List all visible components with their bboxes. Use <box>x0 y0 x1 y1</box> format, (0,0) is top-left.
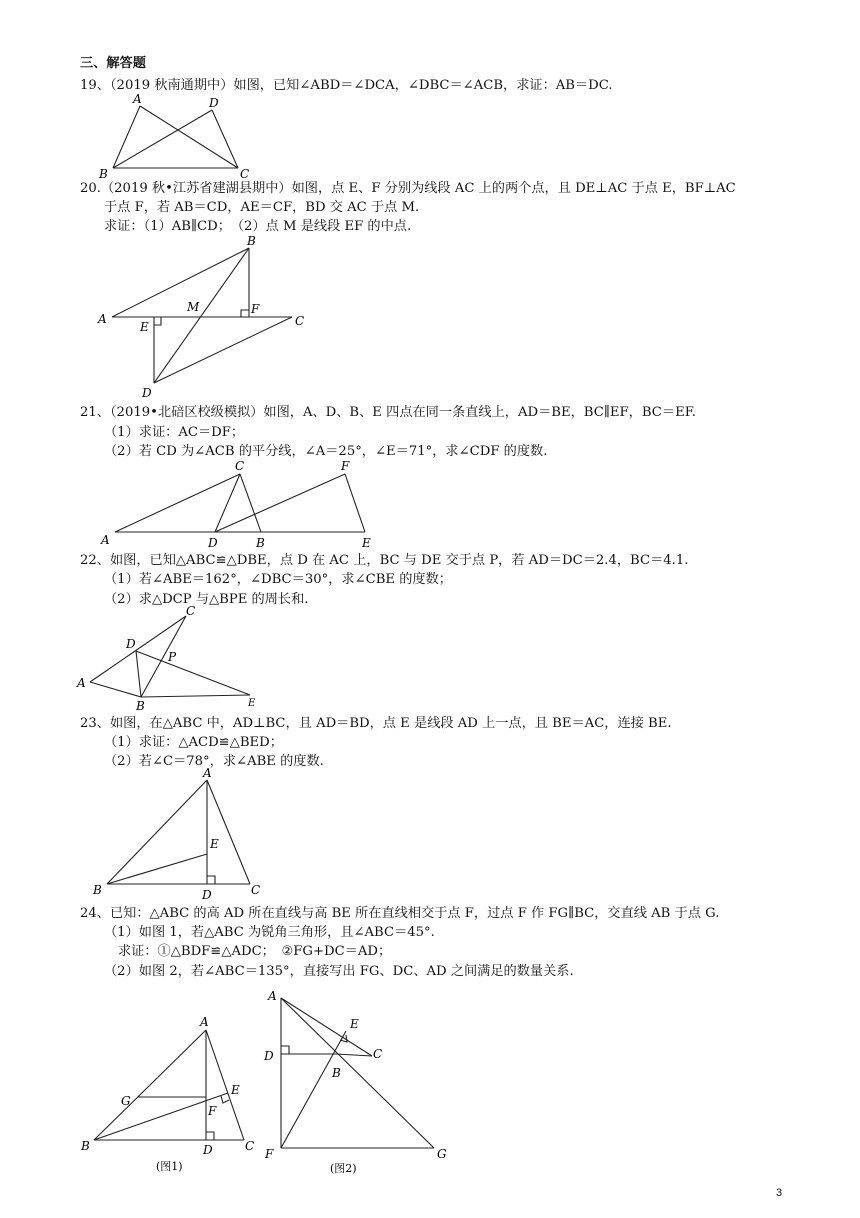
q21-part1: （1）求证：AC＝DF； <box>104 425 245 440</box>
label-D: D <box>264 1049 274 1063</box>
label-F: F <box>208 1104 217 1118</box>
label-F: F <box>251 302 260 316</box>
q20-figure <box>92 233 322 405</box>
label-E: E <box>140 320 149 334</box>
label-P: P <box>168 650 177 664</box>
q24-figure1 <box>78 1008 268 1178</box>
label-D: D <box>142 386 152 400</box>
label-C: C <box>251 883 261 897</box>
label-E: E <box>350 1017 359 1031</box>
label-A: A <box>101 533 110 547</box>
label-A: A <box>268 989 277 1003</box>
q20-line1: 20.（2019 秋•江苏省建湖县期中）如图，点 E、F 分别为线段 AC 上的两个点，且 DE⊥AC 于点 E，BF⊥AC <box>80 181 736 196</box>
label-B: B <box>81 1139 90 1153</box>
label-A: A <box>77 676 86 690</box>
q24-part1: （1）如图 1，若△ABC 为锐角三角形，且∠ABC＝45°. <box>104 925 435 940</box>
label-D: D <box>208 536 218 550</box>
label-A: A <box>200 1015 209 1029</box>
label-D: D <box>126 637 136 651</box>
label-B: B <box>99 167 108 180</box>
label-C: C <box>186 604 196 618</box>
section-heading: 三、解答题 <box>80 56 146 71</box>
q21-part2: （2）若 CD 为∠ACB 的平分线，∠A＝25°，∠E＝71°，求∠CDF 的度数. <box>104 444 548 459</box>
label-B: B <box>332 1066 341 1080</box>
label-A: A <box>203 766 212 780</box>
q24-part2: （2）如图 2，若∠ABC＝135°，直接写出 FG、DC、AD 之间满足的数量关系. <box>104 964 574 979</box>
q19-figure <box>95 92 265 180</box>
q22-part1: （1）若∠ABE＝162°，∠DBC＝30°，求∠CBE 的度数； <box>104 572 452 587</box>
label-C: C <box>295 314 305 328</box>
label-D: D <box>202 888 212 902</box>
fig2-caption: (图2) <box>330 1162 357 1175</box>
label-F: F <box>265 1147 274 1161</box>
q22-figure <box>74 604 274 714</box>
q23-part1: （1）求证：△ACD≌△BED； <box>104 735 283 750</box>
label-E: E <box>231 1083 240 1097</box>
label-C: C <box>235 459 245 473</box>
label-F: F <box>341 459 350 473</box>
q19-text: 19、（2019 秋南通期中）如图，已知∠ABD＝∠DCA，∠DBC＝∠ACB，求证：AB＝DC. <box>80 78 613 93</box>
q20-line2: 于点 F，若 AB＝CD，AE＝CF，BD 交 AC 于点 M. <box>104 200 420 215</box>
label-M: M <box>187 300 200 314</box>
q22-part2: （2）求△DCP 与△BPE 的周长和. <box>104 592 309 607</box>
q23-figure <box>90 766 270 902</box>
q21-line1: 21、（2019•北碚区校级模拟）如图，A、D、B、E 四点在同一条直线上，AD＝BE，BC∥EF，BC＝EF. <box>80 405 696 420</box>
q21-figure <box>95 457 385 551</box>
label-B: B <box>256 536 265 550</box>
page-number: 3 <box>776 1187 783 1199</box>
label-B: B <box>136 699 145 713</box>
q24-part1b: 求证：①△BDF≌△ADC； ②FG+DC＝AD； <box>118 944 392 959</box>
label-B: B <box>93 883 102 897</box>
q20-line3: 求证：（1）AB∥CD； （2）点 M 是线段 EF 的中点. <box>104 219 412 234</box>
label-A: A <box>133 92 142 106</box>
label-C: C <box>245 1139 255 1153</box>
q22-line1: 22、如图，已知△ABC≌△DBE，点 D 在 AC 上，BC 与 DE 交于点 P，若 AD＝DC＝2.4，BC＝4.1. <box>80 553 689 568</box>
q23-line1: 23、如图，在△ABC 中，AD⊥BC，且 AD＝BD，点 E 是线段 AD 上一点，且 BE＝AC，连接 BE. <box>80 716 672 731</box>
label-E: E <box>362 536 371 550</box>
label-A: A <box>98 312 107 326</box>
label-C: C <box>240 167 250 180</box>
q23-part2: （2）若∠C＝78°，求∠ABE 的度数. <box>104 754 324 769</box>
label-C: C <box>373 1047 383 1061</box>
label-D: D <box>209 96 219 110</box>
label-G: G <box>121 1094 131 1108</box>
label-E: E <box>210 837 219 851</box>
q24-figure2 <box>262 986 462 1178</box>
q24-line1: 24、已知：△ABC 的高 AD 所在直线与高 BE 所在直线相交于点 F，过点 F 作 FG∥BC，交直线 AB 于点 G. <box>80 906 720 921</box>
label-D: D <box>203 1143 213 1157</box>
label-G: G <box>437 1147 447 1161</box>
label-E: E <box>248 698 256 709</box>
fig1-caption: (图1) <box>156 1160 183 1173</box>
label-B: B <box>247 234 256 248</box>
